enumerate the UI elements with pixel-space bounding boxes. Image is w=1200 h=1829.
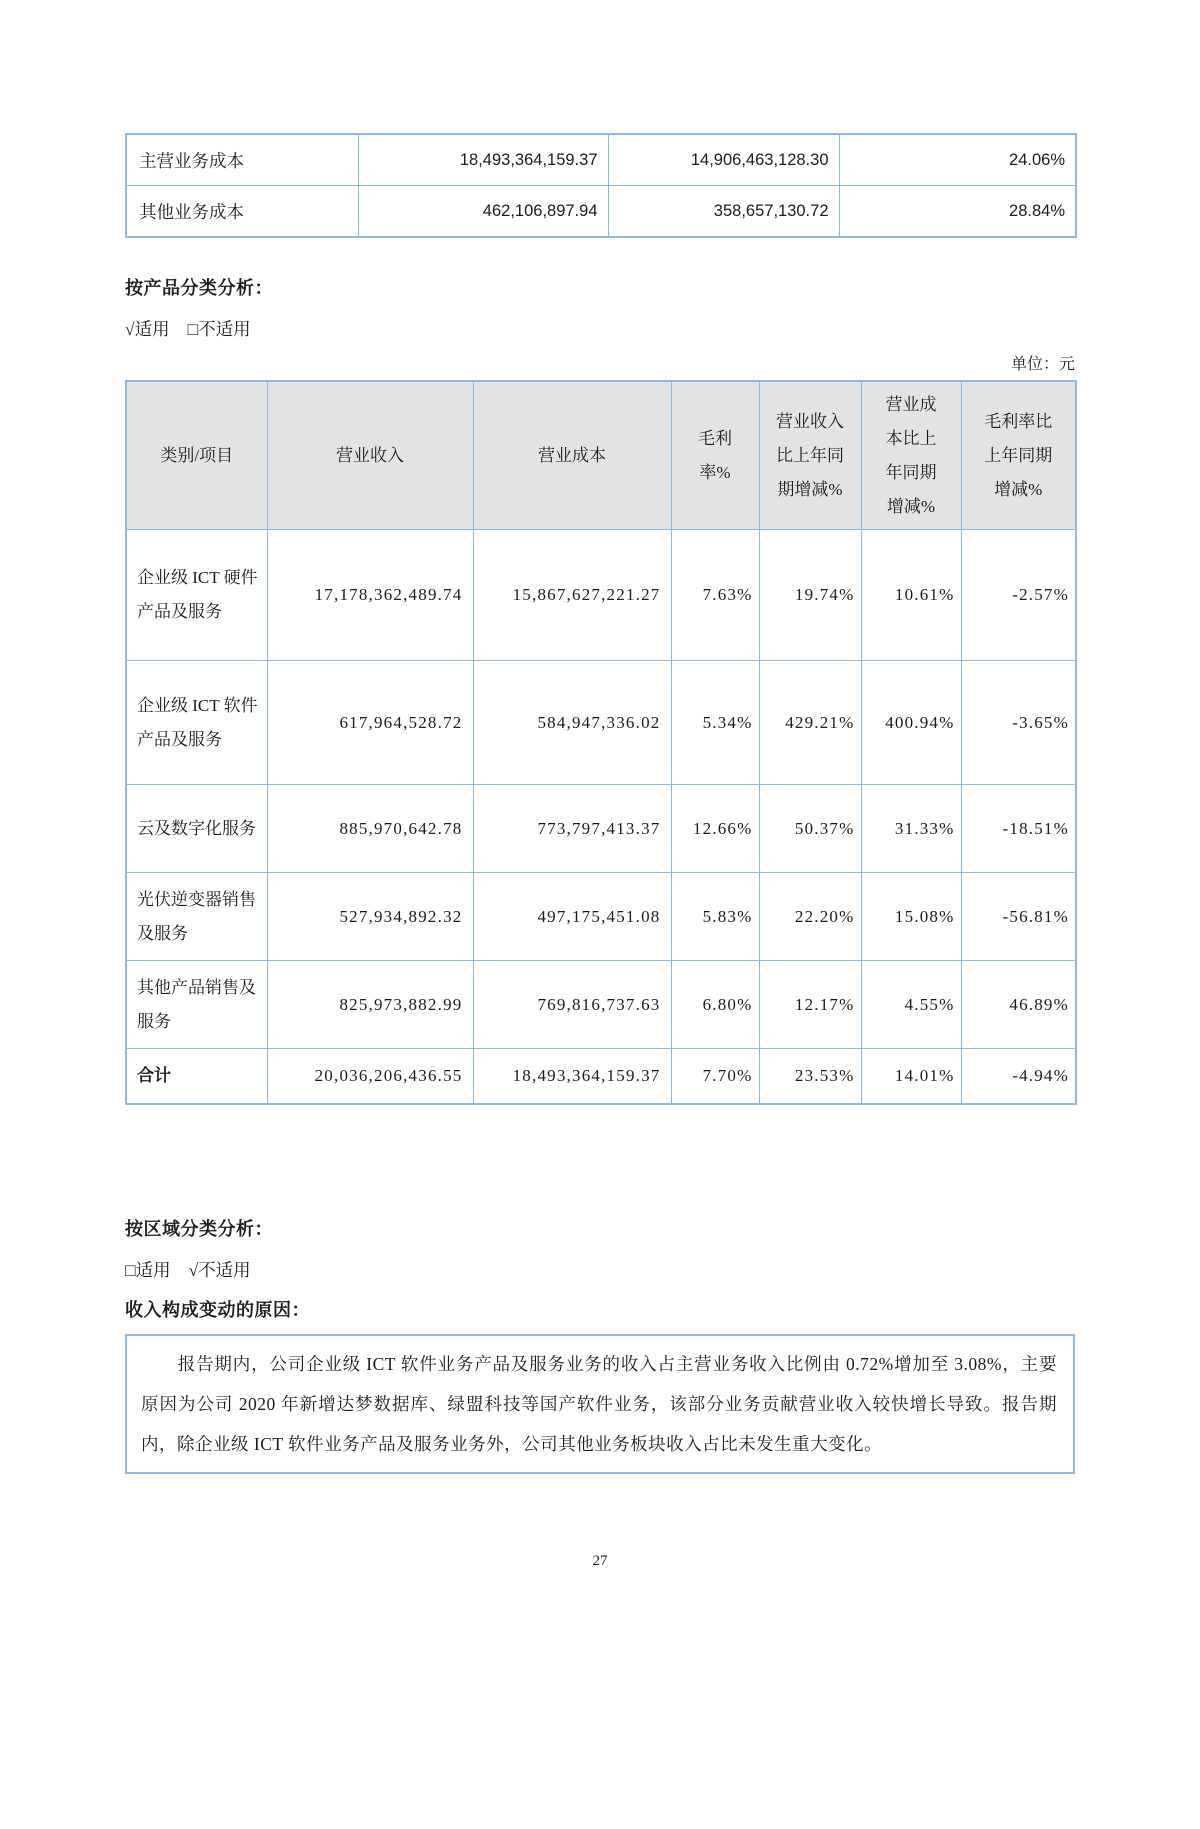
table-row — [126, 530, 1076, 661]
cell-category: 云及数字化服务 — [126, 785, 267, 873]
table-header-row — [126, 381, 1076, 530]
cost-change-pct: 28.84% — [839, 186, 1076, 238]
cell-gross-margin: 5.83% — [671, 873, 759, 961]
cell-cost-yoy: 14.01% — [861, 1049, 961, 1105]
cost-change-pct: 24.06% — [839, 134, 1076, 186]
cell-revenue-yoy: 50.37% — [759, 785, 861, 873]
cell-gross-margin: 6.80% — [671, 961, 759, 1049]
cost-prior-value: 14,906,463,128.30 — [608, 134, 839, 186]
cell-revenue-yoy: 19.74% — [759, 530, 861, 661]
cell-cost: 584,947,336.02 — [473, 661, 671, 785]
cell-margin-yoy: -2.57% — [961, 530, 1076, 661]
cell-category: 企业级 ICT 软件产品及服务 — [126, 661, 267, 785]
cell-gross-margin: 7.70% — [671, 1049, 759, 1105]
cell-revenue-yoy: 22.20% — [759, 873, 861, 961]
cell-total-label: 合计 — [126, 1049, 267, 1105]
report-page-content — [125, 133, 1075, 1474]
table-row — [126, 661, 1076, 785]
cell-revenue: 885,970,642.78 — [267, 785, 473, 873]
unit-label: 单位：元 — [1010, 356, 1075, 373]
cell-category: 企业级 ICT 硬件产品及服务 — [126, 530, 267, 661]
not-applicable-option: √不适用 — [188, 1260, 251, 1280]
not-applicable-option: □不适用 — [187, 319, 251, 339]
cell-cost-yoy: 31.33% — [861, 785, 961, 873]
cell-margin-yoy: -3.65% — [961, 661, 1076, 785]
cell-revenue-yoy: 12.17% — [759, 961, 861, 1049]
cell-cost: 773,797,413.37 — [473, 785, 671, 873]
cell-cost-yoy: 400.94% — [861, 661, 961, 785]
cell-cost: 497,175,451.08 — [473, 873, 671, 961]
product-analysis-table — [125, 380, 1077, 1105]
revenue-reason-box — [125, 1334, 1075, 1474]
col-header-cost-yoy: 营业成本比上年同期增减% — [861, 381, 961, 530]
applicable-option: √适用 — [125, 319, 170, 339]
cost-summary-table — [125, 133, 1077, 238]
cell-margin-yoy: -18.51% — [961, 785, 1076, 873]
cost-current-value: 462,106,897.94 — [358, 186, 608, 238]
cell-cost-yoy: 4.55% — [861, 961, 961, 1049]
table-row — [126, 961, 1076, 1049]
product-applicability-line — [125, 316, 1075, 341]
table-row — [126, 134, 1076, 186]
cost-current-value: 18,493,364,159.37 — [358, 134, 608, 186]
region-analysis-heading: 按区域分类分析： — [125, 1219, 273, 1239]
cell-revenue: 527,934,892.32 — [267, 873, 473, 961]
cell-margin-yoy: -4.94% — [961, 1049, 1076, 1105]
cell-margin-yoy: 46.89% — [961, 961, 1076, 1049]
cell-cost: 769,816,737.63 — [473, 961, 671, 1049]
cell-gross-margin: 7.63% — [671, 530, 759, 661]
cell-gross-margin: 12.66% — [671, 785, 759, 873]
cost-row-label: 主营业务成本 — [126, 134, 358, 186]
col-header-category: 类别/项目 — [126, 381, 267, 530]
revenue-reason-paragraph: 报告期内，公司企业级 ICT 软件业务产品及服务业务的收入占主营业务收入比例由 0.72%增加至 3.08%，主要原因为公司 2020 年新增达梦数据库、绿盟科技等国产软件业务，该部分业务贡献营业收入较快增长导致。报告期内，除企业级 ICT 软件业务产品及服务业务外，公司其他业务板块收入占比未发生重大变化。 — [141, 1354, 1057, 1454]
cell-revenue: 17,178,362,489.74 — [267, 530, 473, 661]
cell-cost: 18,493,364,159.37 — [473, 1049, 671, 1105]
cell-cost-yoy: 15.08% — [861, 873, 961, 961]
col-header-cost: 营业成本 — [473, 381, 671, 530]
cell-revenue-yoy: 23.53% — [759, 1049, 861, 1105]
col-header-gross-margin: 毛利率% — [671, 381, 759, 530]
table-row — [126, 186, 1076, 238]
cell-category: 其他产品销售及服务 — [126, 961, 267, 1049]
region-applicability-line — [125, 1257, 1075, 1282]
applicable-option: □适用 — [125, 1260, 171, 1280]
cost-row-label: 其他业务成本 — [126, 186, 358, 238]
col-header-margin-yoy: 毛利率比上年同期增减% — [961, 381, 1076, 530]
col-header-revenue: 营业收入 — [267, 381, 473, 530]
total-row — [126, 1049, 1076, 1105]
cell-category: 光伏逆变器销售及服务 — [126, 873, 267, 961]
cell-revenue-yoy: 429.21% — [759, 661, 861, 785]
cell-revenue: 20,036,206,436.55 — [267, 1049, 473, 1105]
cell-cost: 15,867,627,221.27 — [473, 530, 671, 661]
page-number: 27 — [592, 1553, 608, 1569]
revenue-reason-heading: 收入构成变动的原因： — [125, 1300, 310, 1320]
cell-cost-yoy: 10.61% — [861, 530, 961, 661]
cost-prior-value: 358,657,130.72 — [608, 186, 839, 238]
cell-margin-yoy: -56.81% — [961, 873, 1076, 961]
cell-revenue: 617,964,528.72 — [267, 661, 473, 785]
cell-gross-margin: 5.34% — [671, 661, 759, 785]
cell-revenue: 825,973,882.99 — [267, 961, 473, 1049]
product-analysis-heading: 按产品分类分析： — [125, 278, 273, 298]
table-row — [126, 873, 1076, 961]
table-row — [126, 785, 1076, 873]
col-header-revenue-yoy: 营业收入比上年同期增减% — [759, 381, 861, 530]
